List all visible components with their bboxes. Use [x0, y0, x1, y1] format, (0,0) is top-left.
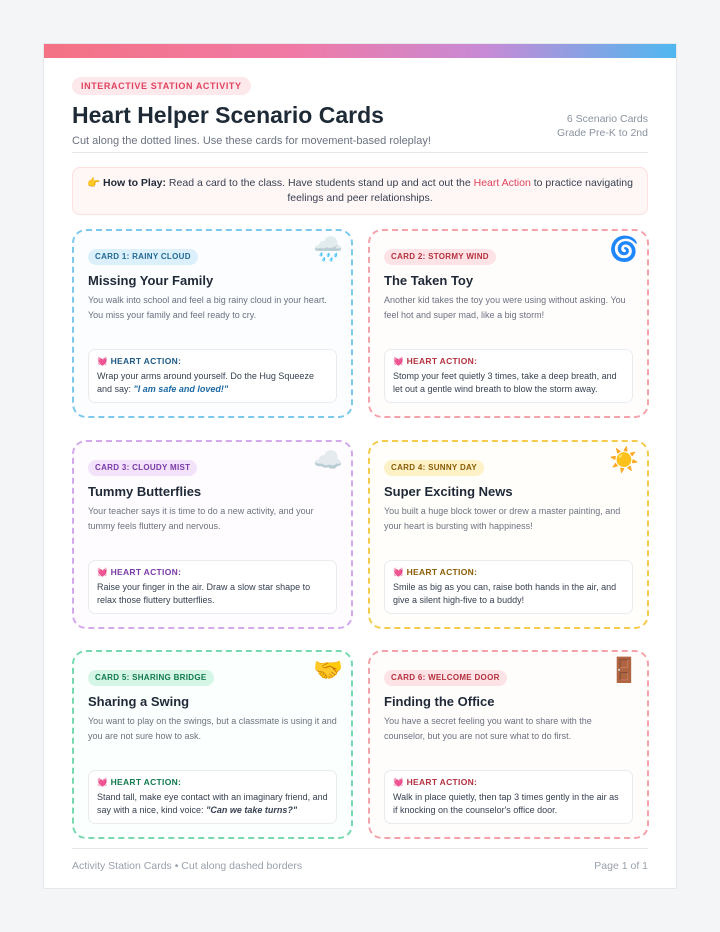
card-tag: CARD 2: STORMY WIND — [384, 249, 496, 265]
card-title: Missing Your Family — [88, 273, 214, 288]
heart-icon: 💓 — [97, 777, 108, 787]
how-to-play-box — [72, 167, 648, 215]
heart-icon: 💓 — [393, 777, 404, 787]
card-tag: CARD 4: SUNNY DAY — [384, 460, 484, 476]
heart-action-box — [384, 770, 633, 824]
card-description: You want to play on the swings, but a classmate is using it and you are not sure how to ask. — [88, 716, 337, 741]
heart-icon: 💓 — [97, 356, 108, 366]
handshake-icon: 🤝 — [313, 657, 343, 684]
page-subtitle: Cut along the dotted lines. Use these cards for movement-based roleplay! — [72, 135, 431, 147]
grade-range: Grade Pre-K to 2nd — [556, 127, 648, 139]
heart-action-label: 💓 HEART ACTION: — [97, 567, 182, 577]
heart-action-quote: "I am safe and loved!" — [133, 383, 229, 394]
cyclone-icon: 🌀 — [609, 236, 639, 263]
scenario-card-6 — [368, 650, 649, 839]
page-title: Heart Helper Scenario Cards — [72, 102, 384, 128]
header — [72, 76, 648, 153]
footer-note: Activity Station Cards • Cut along dashed borders — [72, 860, 303, 872]
card-description: You walk into school and feel a big rainy cloud in your heart. You miss your family and feel ready to cry. — [88, 295, 327, 320]
heart-action-label: 💓 HEART ACTION: — [393, 777, 478, 787]
gradient-top-bar — [44, 44, 676, 58]
card-description: Your teacher says it is time to do a new activity, and your tummy feels fluttery and nervous. — [88, 506, 314, 531]
heart-action-box — [88, 349, 337, 403]
card-tag: CARD 3: CLOUDY MIST — [88, 460, 197, 476]
sun-icon: ☀️ — [609, 447, 639, 474]
scenario-card-5 — [72, 650, 353, 839]
heart-action-quote: "Can we take turns?" — [206, 804, 298, 815]
heart-action-box — [384, 560, 633, 614]
header-meta — [557, 112, 648, 140]
scenario-card-2 — [368, 229, 649, 418]
door-icon: 🚪 — [609, 657, 639, 684]
card-count: 6 Scenario Cards — [566, 113, 648, 125]
card-tag: CARD 6: WELCOME DOOR — [384, 670, 507, 686]
card-title: Super Exciting News — [384, 484, 513, 499]
scenario-card-4 — [368, 440, 649, 629]
card-title: Tummy Butterflies — [88, 484, 202, 499]
card-description: Another kid takes the toy you were using without asking. You feel hot and super mad, like a big storm! — [384, 295, 626, 320]
how-to-play-text-2: to practice navigating feelings and peer relationships. — [287, 177, 633, 204]
page-number: Page 1 of 1 — [594, 860, 648, 872]
heart-action-label: 💓 HEART ACTION: — [393, 567, 478, 577]
card-title: Finding the Office — [384, 694, 495, 709]
scenario-card-3 — [72, 440, 353, 629]
heart-action-box — [88, 560, 337, 614]
heart-action-box — [384, 349, 633, 403]
rain-cloud-icon: 🌧️ — [313, 236, 343, 263]
card-description: You have a secret feeling you want to share with the counselor, but you are not sure what to do first. — [384, 716, 592, 741]
heart-action-label: 💓 HEART ACTION: — [97, 777, 182, 787]
card-title: The Taken Toy — [384, 273, 474, 288]
how-to-play-label: How to Play: — [103, 177, 167, 189]
heart-action-text: Raise your finger in the air. Draw a slow star shape to relax those fluttery butterflies. — [97, 582, 311, 605]
heart-icon: 💓 — [393, 356, 404, 366]
scenario-card-1 — [72, 229, 353, 418]
heart-action-text: Stomp your feet quietly 3 times, take a deep breath, and let out a gentle wind breath to blow the storm away. — [393, 371, 617, 394]
how-to-play-text-1: Read a card to the class. Have students stand up and act out the — [166, 177, 474, 189]
card-title: Sharing a Swing — [88, 694, 190, 709]
worksheet-page — [43, 43, 677, 889]
page-footer — [72, 848, 648, 876]
heart-action-label: 💓 HEART ACTION: — [393, 356, 478, 366]
pointing-hand-icon: 👉 — [87, 177, 101, 189]
heart-icon: 💓 — [393, 567, 404, 577]
heart-icon: 💓 — [97, 567, 108, 577]
activity-pill: INTERACTIVE STATION ACTIVITY — [72, 77, 251, 95]
heart-action-text: Smile as big as you can, raise both hands in the air, and give a silent high-five to a buddy! — [393, 582, 617, 605]
card-tag: CARD 5: SHARING BRIDGE — [88, 670, 214, 686]
cloud-icon: ☁️ — [313, 447, 343, 474]
heart-action-text: Walk in place quietly, then tap 3 times gently in the air as if knocking on the counselor's office door. — [393, 792, 619, 815]
heart-action-label: 💓 HEART ACTION: — [97, 356, 182, 366]
card-tag: CARD 1: RAINY CLOUD — [88, 249, 198, 265]
heart-action-highlight: Heart Action — [473, 177, 531, 189]
heart-action-box — [88, 770, 337, 824]
heart-action-text: Stand tall, make eye contact with an imaginary friend, and say with a nice, kind voice: "Can we take turns?" — [97, 792, 328, 815]
heart-action-text: Wrap your arms around yourself. Do the Hug Squeeze and say: "I am safe and loved!" — [97, 371, 314, 394]
card-description: You built a huge block tower or drew a master painting, and your heart is bursting with happiness! — [384, 506, 621, 531]
